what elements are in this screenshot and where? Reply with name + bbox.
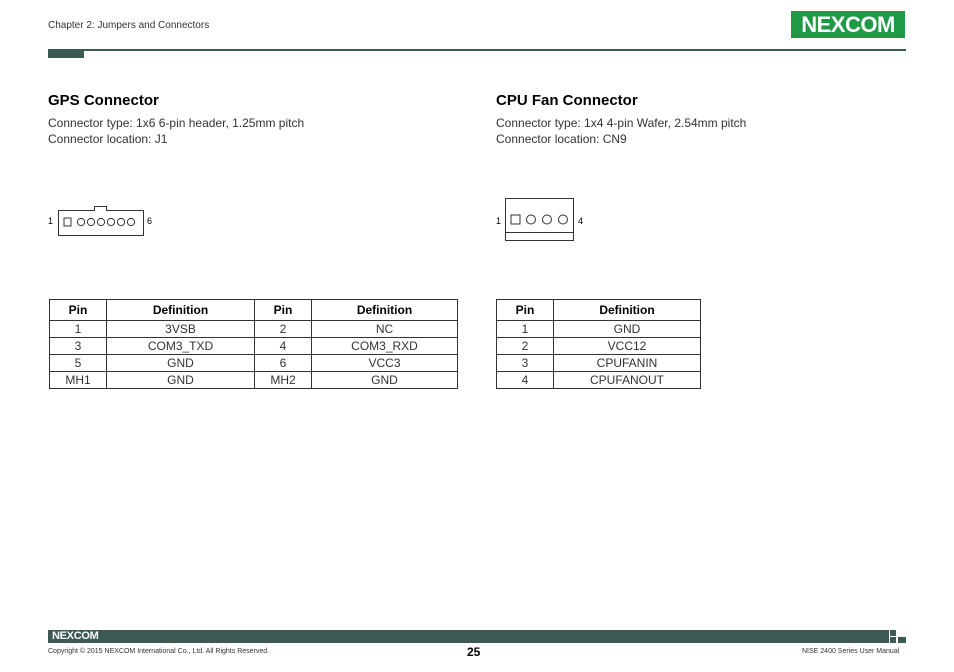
manual-title: NISE 2400 Series User Manual [802,648,900,655]
fan-description [496,115,746,147]
table-cell: CPUFANIN [554,355,701,372]
table-header-cell: Pin [497,300,554,321]
logo-text: NEXCOM [801,11,895,37]
table-cell: VCC3 [312,355,458,372]
footer-bar [48,630,889,643]
table-cell: 3 [497,355,554,372]
table-header-row [497,300,701,321]
table-cell: GND [107,355,255,372]
gps-pin-table [49,299,458,389]
table-header-cell: Definition [554,300,701,321]
table-cell: 1 [50,321,107,338]
table-cell: GND [107,372,255,389]
table-header-cell: Pin [50,300,107,321]
fan-connector-location: Connector location: CN9 [496,132,627,146]
table-cell: 6 [255,355,312,372]
table-cell: 3VSB [107,321,255,338]
gps-pin-first-label: 1 [48,216,54,226]
copyright-text: Copyright © 2015 NEXCOM International Co., Ltd. All Rights Reserved. [48,648,270,655]
gps-connector-type: Connector type: 1x6 6-pin header, 1.25mm pitch [48,116,305,130]
gps-section-title: GPS Connector [48,92,159,109]
fan-pin-table [496,299,701,389]
gps-connector-location: Connector location: J1 [48,132,168,146]
table-cell: NC [312,321,458,338]
table-header-row [50,300,458,321]
fan-pin-first-label: 1 [496,216,502,226]
header-rule [48,49,906,51]
fan-connector-diagram [505,198,575,242]
table-cell: MH1 [50,372,107,389]
gps-pin-last-label: 6 [147,216,153,226]
table-row [50,338,458,355]
table-cell: COM3_TXD [107,338,255,355]
footer-square-decoration [890,630,896,636]
footer-logo: NEXCOM [52,630,99,642]
footer-square-decoration [898,637,906,643]
table-cell: 1 [497,321,554,338]
gps-description [48,115,304,147]
table-header-cell: Definition [107,300,255,321]
gps-connector-diagram [58,206,144,236]
table-cell: MH2 [255,372,312,389]
chapter-title: Chapter 2: Jumpers and Connectors [48,20,210,31]
table-header-cell: Pin [255,300,312,321]
table-cell: GND [312,372,458,389]
table-cell: 3 [50,338,107,355]
header-accent-block [48,49,84,58]
table-row [497,355,701,372]
table-row [497,321,701,338]
table-row [50,321,458,338]
table-cell: VCC12 [554,338,701,355]
fan-connector-type: Connector type: 1x4 4-pin Wafer, 2.54mm pitch [496,116,747,130]
table-header-cell: Definition [312,300,458,321]
table-cell: 4 [255,338,312,355]
table-cell: CPUFANOUT [554,372,701,389]
fan-pin-last-label: 4 [578,216,584,226]
fan-section-title: CPU Fan Connector [496,92,638,109]
table-cell: 2 [255,321,312,338]
table-row [50,372,458,389]
table-cell: GND [554,321,701,338]
table-cell: 2 [497,338,554,355]
table-row [497,372,701,389]
table-row [497,338,701,355]
table-cell: 4 [497,372,554,389]
footer-square-decoration [890,637,896,643]
table-row [50,355,458,372]
page-number: 25 [467,645,481,659]
table-cell: 5 [50,355,107,372]
nexcom-logo [791,11,905,38]
table-cell: COM3_RXD [312,338,458,355]
